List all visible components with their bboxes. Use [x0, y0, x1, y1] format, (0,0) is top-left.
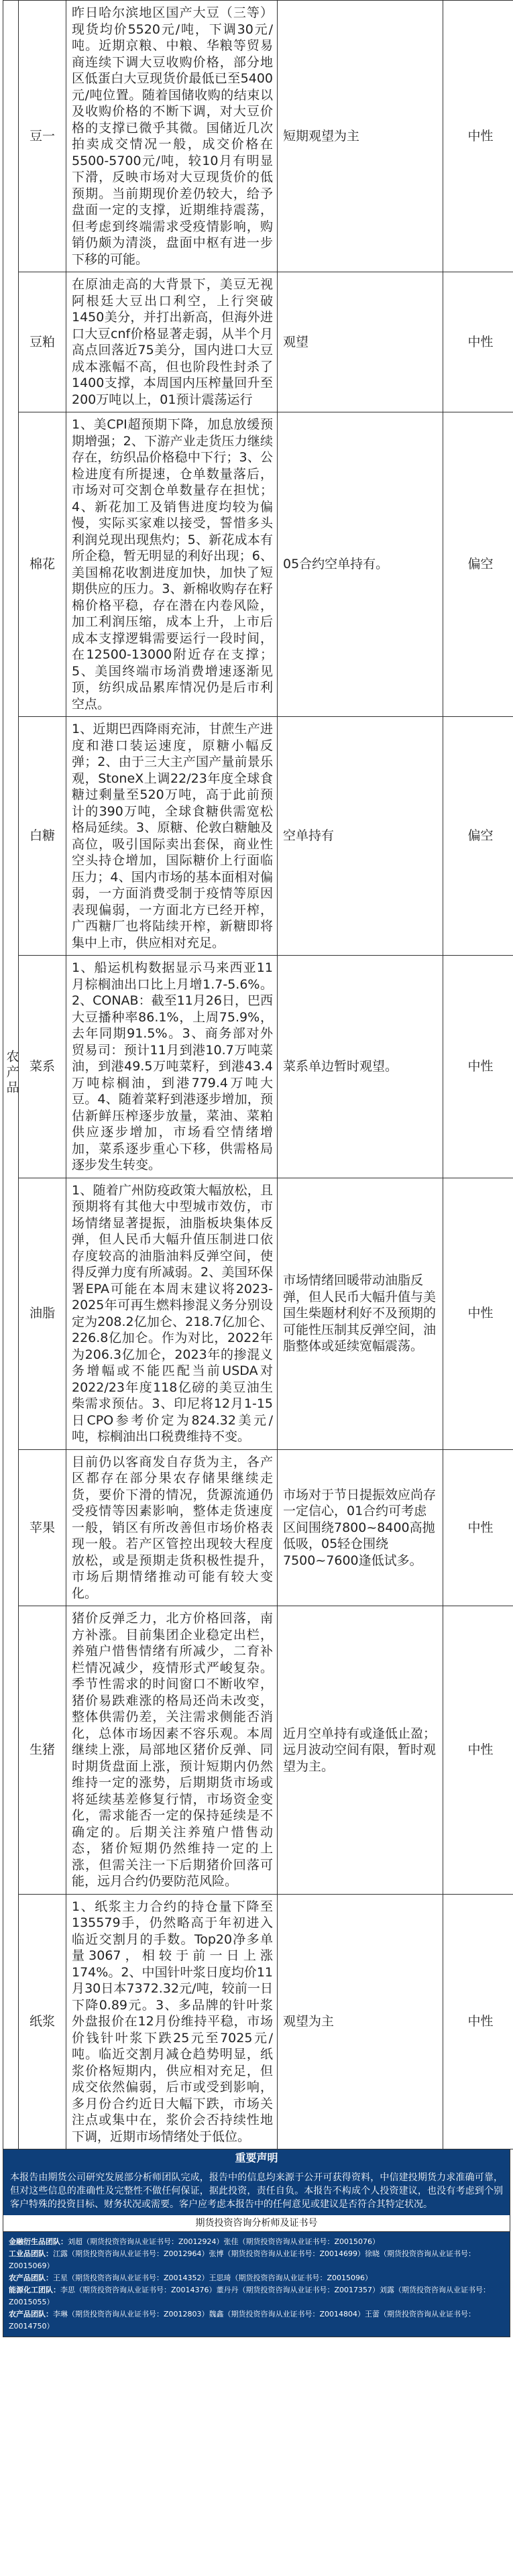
rating-badge: 中性 [443, 956, 513, 1178]
analyst-team-line [9, 2236, 504, 2248]
table-row [3, 1449, 513, 1606]
rating-badge: 中性 [443, 1606, 513, 1895]
disclaimer-title: 重要声明 [3, 2149, 510, 2167]
strategy-view: 市场对于节日提振效应尚存一定信心，01合约可考虑区间围绕7800~8400高抛低吸，05轻仓围绕7500~7600逢低试多。 [278, 1449, 443, 1606]
team-members: 李琳（期货投资咨询从业证书号：Z0012803）魏鑫（期货投资咨询从业证书号：Z0014804）王蕾（期货投资咨询从业证书号：Z0014750） [9, 2310, 476, 2331]
strategy-view: 近月空单持有或逢低止盈；远月波动空间有限，暂时观望为主。 [278, 1606, 443, 1895]
rating-badge: 中性 [443, 1, 513, 272]
analyst-team-line [9, 2308, 504, 2333]
commodity-name: 豆一 [19, 1, 66, 272]
commodity-table-body [3, 1, 513, 2149]
analysis-text: 猪价反弹乏力，北方价格回落，南方补涨。目前集团企业稳定出栏，养殖户惜售情绪有所减少，二育补栏情况减少，疫情形式严峻复杂。季节性需求的时间窗口不断收窄，猪价易跌难涨的格局还尚未改变，整体供需仍差，关注需求侧能否消化，总体市场因素不容乐观。本周继续上涨，局部地区猪价反弹、同时期货盘面上涨，预计短期内仍然维持一定的涨势，后期期货市场或将延续基差修复行情，市场资金变化，需求能否一定的保持延续是不确定的。后期关注养殖户惜售动态，猪价短期仍然维持一定的上涨，但需关注一下后期猪价回落可能，远月合约仍要防范风险。 [66, 1606, 278, 1895]
analysis-text: 1、美CPI超预期下降，加息放缓预期增强；2、下游产业走货压力继续存在，纺织品价格稳中下行；3、公检进度有所提速，仓单数量落后，市场对可交割仓单数量存在担忧；4、新花加工及销售进度均较为偏慢，实际买家难以接受，誓惜多头利润兑现出现焦灼；5、新花成本有所企稳，暂无明显的利好出现；6、美国棉花收割进度加快，加快了短期供应的压力。3、新棉收购存在籽棉价格平稳，存在潜在内卷风险，加工利润压缩，成本上升，上市后成本支撑逻辑需要运行一段时间，在12500-13000附近存在支撑；5、美国终端市场消费增速逐渐见顶，纺织成品累库情况仍是后市利空点。 [66, 412, 278, 717]
table-row [3, 1178, 513, 1449]
sector-cell [3, 1, 19, 2149]
strategy-view: 观望为主 [278, 1894, 443, 2149]
strategy-view: 短期观望为主 [278, 1, 443, 272]
rating-badge: 中性 [443, 272, 513, 412]
analysis-text: 1、船运机构数据显示马来西亚11月棕榈油出口比上月增1.7-5.6%。2、CONAB：截至11月26日，巴西大豆播种率86.1%，上周75.9%，去年同期91.5%。3、商务部对外贸易司：预计11月到港10.7万吨菜油，到港49.5万吨菜籽，到港43.4万吨棕榈油，到港779.4万吨大豆。4、随着菜籽到港逐步增加，预估新鲜压榨逐步放量，菜油、菜粕供应逐步增加，市场看空情绪增加，菜系逐步重心下移，供需格局逐步发生转变。 [66, 956, 278, 1178]
analysis-text: 1、纸浆主力合约的持仓量下降至135579手，仍然略高于年初进入临近交割月的手数。Top20净多单量3067，相较于前一日上涨174%。2、中国针叶浆日度均价11月30日本7372.32元/吨，较前一日下降0.89元。3、多品牌的针叶浆外盘报价在12月份维持平稳，市场价钱针叶浆下跌25元至7025元/吨。临近交割月减仓趋势明显，纸浆价格短期内，供应相对充足，但成交依然偏弱，后市或受到影响，多月份合约近日大幅下跌，市场关注点或集中在，浆价会否持续性地下调，近期市场情绪处于低位。 [66, 1894, 278, 2149]
commodity-name: 纸浆 [19, 1894, 66, 2149]
analyst-team-line [9, 2272, 504, 2284]
commodity-name: 棉花 [19, 412, 66, 717]
analysis-text: 1、近期巴西降雨充沛，甘蔗生产进度和港口装运速度，原糖小幅反弹；2、由于三大主产国产量前景乐观，StoneX上调22/23年度全球食糖过剩量至520万吨，高于此前预计的390万吨，全球食糖供需宽松格局延续。3、原糖、伦敦白糖触及高位，吸引国际卖出套保，商业性空头持仓增加，国际糖价上行面临压力；4、国内市场的基本面相对偏弱，一方面消费受制于疫情等原因表现偏弱，一方面北方已经开榨，广西糖厂也将陆续开榨，新糖即将集中上市，供应相对充足。 [66, 717, 278, 956]
rating-badge: 偏空 [443, 412, 513, 717]
analyst-team-list [3, 2232, 510, 2337]
strategy-view: 05合约空单持有。 [278, 412, 443, 717]
rating-badge: 中性 [443, 1894, 513, 2149]
table-row [3, 412, 513, 717]
team-label: 农产品团队： [9, 2310, 53, 2318]
strategy-view: 观望 [278, 272, 443, 412]
strategy-view: 菜系单边暂时观望。 [278, 956, 443, 1178]
table-row [3, 1894, 513, 2149]
team-members: 李思（期货投资咨询从业证书号：Z0014376）董丹丹（期货投资咨询从业证书号：Z0017357）刘露（期货投资咨询从业证书号：Z0015055） [9, 2286, 491, 2306]
team-label: 农产品团队： [9, 2274, 53, 2282]
commodity-table [3, 0, 513, 2149]
team-members: 江露（期货投资咨询从业证书号：Z0012964）张博（期货投资咨询从业证书号：Z0014699）徐晓（期货投资咨询从业证书号：Z0015069） [9, 2249, 476, 2270]
commodity-name: 生猪 [19, 1606, 66, 1895]
strategy-view: 空单持有 [278, 717, 443, 956]
commodity-name: 菜系 [19, 956, 66, 1178]
rating-badge: 偏空 [443, 717, 513, 956]
analysis-text: 昨日哈尔滨地区国产大豆（三等）现货均价5520元/吨，下调30元/吨。近期京粮、中粮、华粮等贸易商连续下调大豆收购价格，部分地区低蛋白大豆现货价最低已至5400元/吨位置。随着国储收购的结束以及收购价格的不断下调，对大豆价格的支撑已微乎其微。国储近几次拍卖成交情况一般，成交价格在5500-5700元/吨，较10月有明显下滑，反映市场对大豆现货价的低预期。当前期现价差仍较大，给予盘面一定的支撑，近期维持震荡，但考虑到终端需求受疫情影响，购销仍颇为清淡，盘面中枢有进一步下移的可能。 [66, 1, 278, 272]
rating-badge: 中性 [443, 1449, 513, 1606]
analysis-text: 在原油走高的大背景下，美豆无视阿根廷大豆出口利空，上行突破1450美分，并打出新高，但海外进口大豆cnf价格显著走弱，从半个月高点回落近75美分，国内进口大豆成本涨幅不高，但也阶段性封杀了1400支撑，本周国内压榨量回升至200万吨以上，01预计震荡运行 [66, 272, 278, 412]
team-label: 工业品团队： [9, 2249, 53, 2258]
table-row [3, 1606, 513, 1895]
sector-label: 农产品 [4, 1049, 19, 1096]
analyst-team-line [9, 2284, 504, 2308]
analysis-text: 目前仍以客商发自存货为主，各产区都存在部分果农存储果继续走货，要价下滑的情况，货源流通仍受疫情等因素影响，整体走货速度一般，销区有所改善但市场价格表现一般。若产区管控出现较大程度放松，或是预期走货积极性提升，市场后期情绪推动可能有较大变化。 [66, 1449, 278, 1606]
rating-badge: 中性 [443, 1178, 513, 1449]
table-row [3, 956, 513, 1178]
analyst-team-title: 期货投资咨询分析师及证书号 [3, 2215, 510, 2232]
disclaimer-section [3, 2149, 510, 2337]
analysis-text: 1、随着广州防疫政策大幅放松，且预期将有其他大中型城市效仿，市场情绪显著提振，油脂板块集体反弹，但人民币大幅升值压制进口依存度较高的油脂油料反弹空间，使得反弹力度有所减弱。2、美国环保署EPA可能在本周末建议将2023-2025年可再生燃料掺混义务分别设定为208.2亿加仑、218.7亿加仑、226.8亿加仑。作为对比，2022年为206.3亿加仑，2023年的掺混义务增幅或不能匹配当前USDA对2022/23年度118亿磅的美豆油生柴需求预估。3、印尼将12月1-15日CPO参考价定为824.32美元/吨，棕榈油出口税费维持不变。 [66, 1178, 278, 1449]
disclaimer-body: 本报告由期货公司研究发展部分析师团队完成，报告中的信息均来源于公开可获得资料，中信建投期货力求准确可靠，但对这些信息的准确性及完整性不做任何保证，据此投资，责任自负。本报告不构成个人投资建议，也没有考虑到个别客户特殊的投资目标、财务状况或需要。客户应考虑本报告中的任何意见或建议是否符合其特定状况。 [3, 2167, 510, 2215]
commodity-name: 豆粕 [19, 272, 66, 412]
commodity-name: 油脂 [19, 1178, 66, 1449]
team-members: 刘超（期货投资咨询从业证书号：Z0012924）张佳（期货投资咨询从业证书号：Z0015076） [68, 2237, 380, 2246]
table-row [3, 717, 513, 956]
strategy-view: 市场情绪回暖带动油脂反弹，但人民币大幅升值与美国生柴题材利好不及预期的可能性压制其反弹空间，油脂整体或延续宽幅震荡。 [278, 1178, 443, 1449]
team-members: 王星（期货投资咨询从业证书号：Z0014352）王思琦（期货投资咨询从业证书号：Z0015096） [53, 2274, 373, 2282]
team-label: 金融衍生品团队： [9, 2237, 68, 2246]
table-row [3, 1, 513, 272]
table-row [3, 272, 513, 412]
team-label: 能源化工团队： [9, 2286, 60, 2294]
commodity-name: 苹果 [19, 1449, 66, 1606]
commodity-name: 白糖 [19, 717, 66, 956]
analyst-team-line [9, 2248, 504, 2272]
